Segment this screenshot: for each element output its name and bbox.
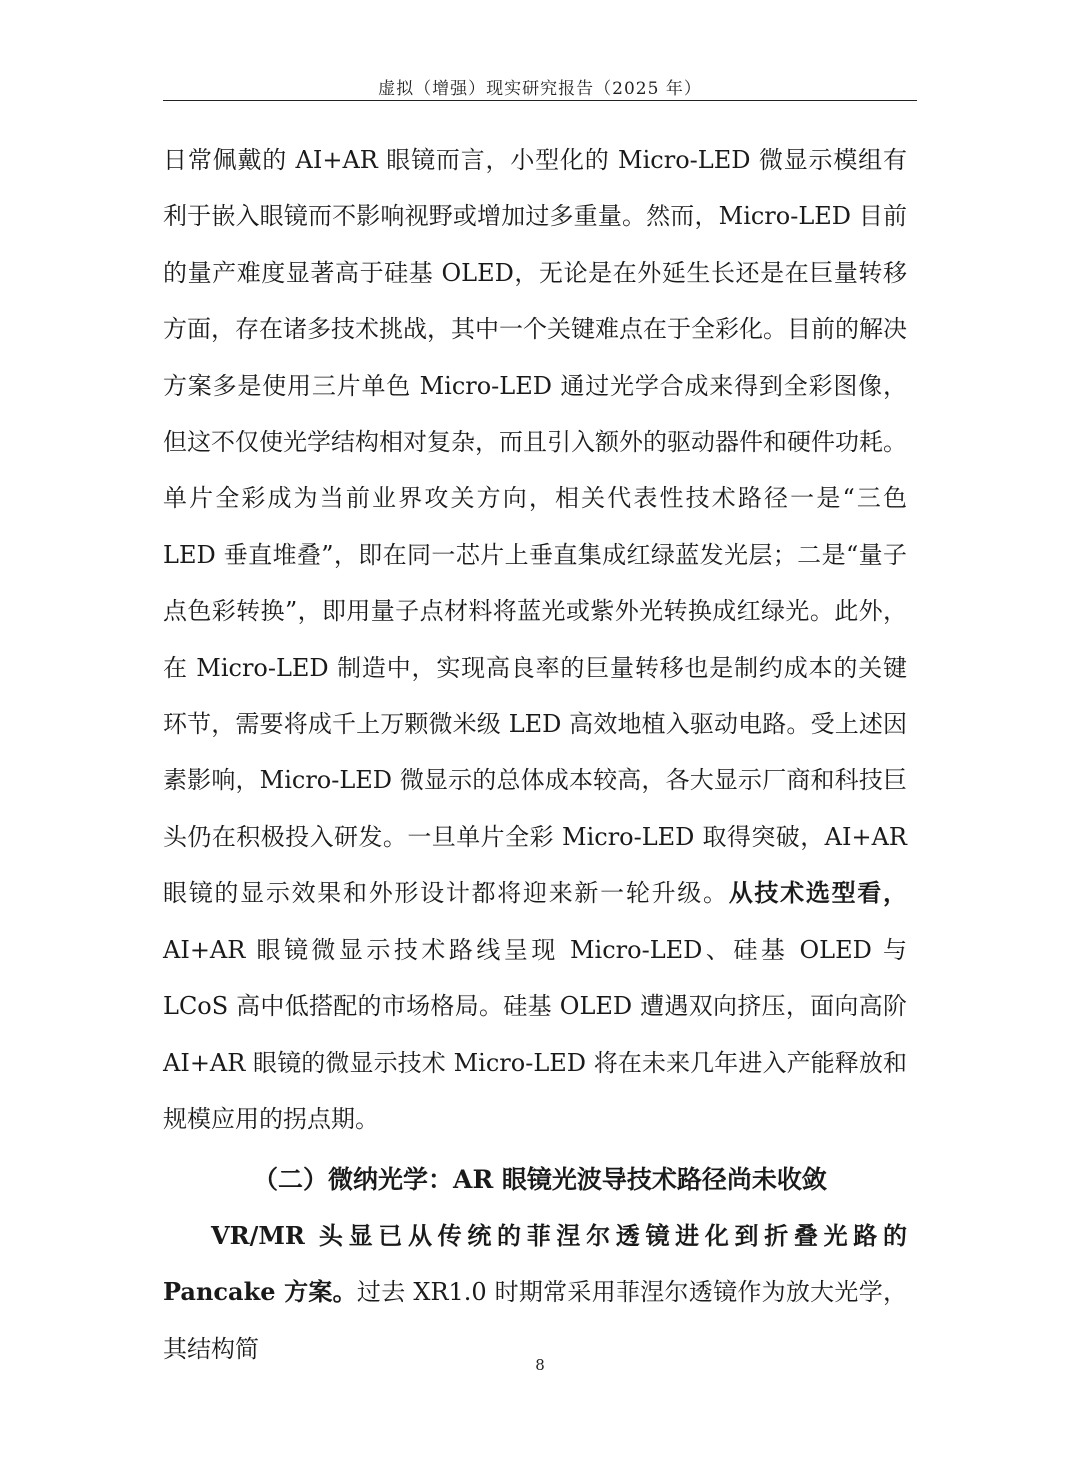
paragraph-1-bold-lead: 从技术选型看， [728, 878, 908, 908]
paragraph-2-bold-lead: VR/MR 头显已从传统的菲涅尔透镜进化到折叠光路的 Pancake 方案。 [163, 1221, 907, 1307]
page-number: 8 [535, 1356, 545, 1374]
paragraph-2-text: 过去 XR1.0 时期常采用菲涅尔透镜作为放大光学，其结构简 [163, 1278, 907, 1363]
body-paragraph-2 [163, 1208, 907, 1377]
running-header: 虚拟（增强）现实研究报告（2025 年） [378, 79, 702, 99]
section-heading: （二）微纳光学：AR 眼镜光波导技术路径尚未收敛 [253, 1165, 827, 1194]
paragraph-1-text-b: AI+AR 眼镜微显示技术路线呈现 Micro-LED、硅基 OLED 与 LCoS 高中低搭配的市场格局。硅基 OLED 遭遇双向挤压，面向高阶 AI+AR 眼镜的微显示技术 Micro-LED 将在未来几年进入产能释放和规模应用的拐点期。 [163, 935, 907, 1133]
header-divider [163, 100, 917, 101]
body-paragraph-1 [163, 132, 907, 1147]
paragraph-1-text-a: 日常佩戴的 AI+AR 眼镜而言，小型化的 Micro-LED 微显示模组有利于嵌入眼镜而不影响视野或增加过多重量。然而，Micro-LED 目前的量产难度显著高于硅基 OLED，无论是在外延生长还是在巨量转移方面，存在诸多技术挑战，其中一个关键难点在于全彩化。目前的解决方案多是使用三片单色 Micro-LED 通过光学合成来得到全彩图像，但这不仅使光学结构相对复杂，而且引入额外的驱动器件和硬件功耗。单片全彩成为当前业界攻关方向，相关代表性技术路径一是“三色 LED 垂直堆叠”，即在同一芯片上垂直集成红绿蓝发光层；二是“量子点色彩转换”，即用量子点材料将蓝光或紫外光转换成红绿光。此外，在 Micro-LED 制造中，实现高良率的巨量转移也是制约成本的关键环节，需要将成千上万颗微米级 LED 高效地植入驱动电路。受上述因素影响，Micro-LED 微显示的总体成本较高，各大显示厂商和科技巨头仍在积极投入研发。一旦单片全彩 Micro-LED 取得突破，AI+AR 眼镜的显示效果和外形设计都将迎来新一轮升级。 [163, 146, 907, 908]
